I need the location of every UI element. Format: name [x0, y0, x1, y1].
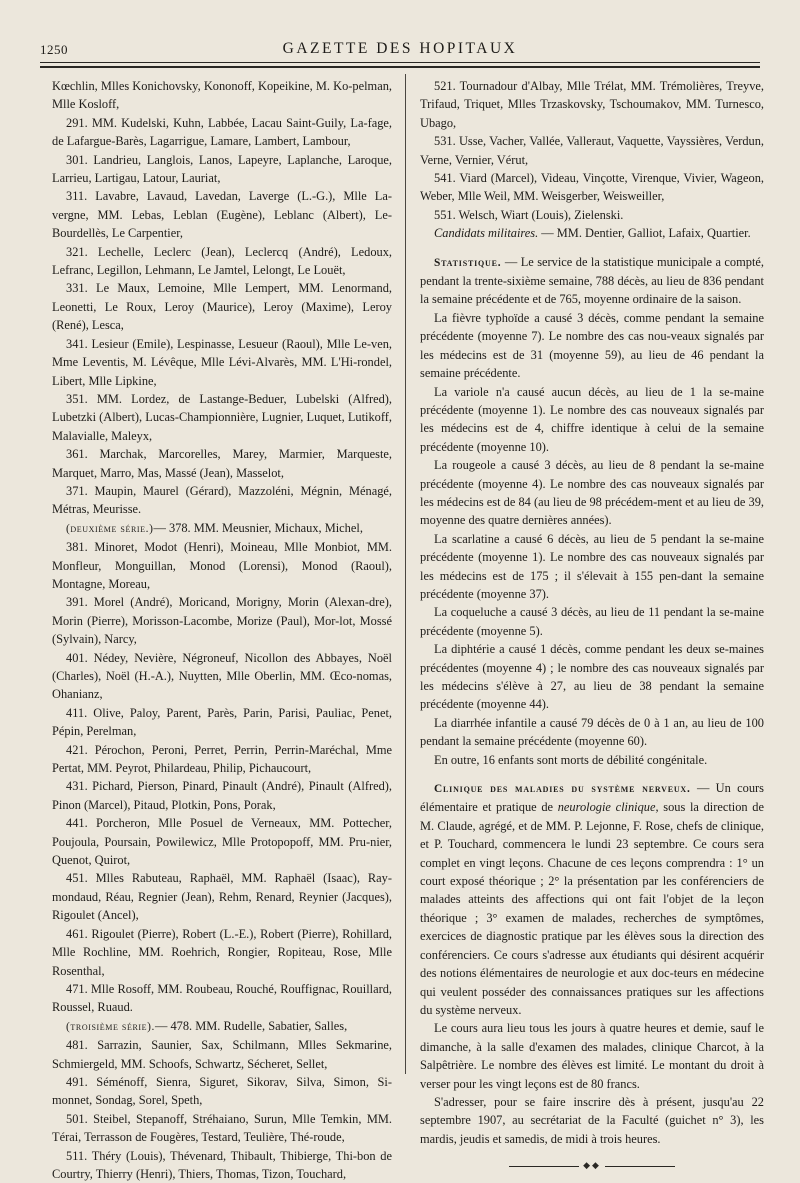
header-rule-thick: [40, 66, 760, 68]
right-column: [420, 77, 764, 1175]
list-item: 501. Steibel, Stepanoff, Stréhaiano, Surun, Mlle Temkin, MM. Térai, Terrasson de Fougères, Testard, Teulière, Thé-roude,: [52, 1111, 392, 1145]
military-candidates: [420, 224, 764, 242]
list-item: Kœchlin, Mlles Konichovsky, Kononoff, Kopeikine, M. Ko-pelman, Mlle Kosloff,: [52, 79, 392, 112]
list-item: 431. Pichard, Pierson, Pinard, Pinault (André), Pinault (Alfred), Pinon (Marcel), Pitaud, Plotkin, Pons, Porak,: [52, 779, 392, 812]
column-divider: [405, 74, 406, 1074]
list-item: 531. Usse, Vacher, Vallée, Valleraut, Vaquette, Vayssières, Verdun, Verne, Vernier, Vérut,: [420, 134, 764, 167]
list-item: 371. Maupin, Maurel (Gérard), Mazzoléni, Mégnin, Ménagé, Métras, Meurisse.: [52, 483, 392, 517]
series-heading: [52, 1017, 392, 1036]
statistique-paragraph: La fièvre typhoïde a causé 3 décès, comme pendant la semaine précédente (moyenne 7). Le nombre des cas nou-veaux signalés par les médecins est de 31 (moyenne 59), au lieu de 46 pendant la semaine précédente.: [420, 310, 764, 381]
military-text: — MM. Dentier, Galliot, Lafaix, Quartier.: [541, 226, 751, 241]
list-item: 541. Viard (Marcel), Videau, Vinçotte, Virenque, Vivier, Wageon, Weber, Mlle Weil, MM. Weisgerber, Weisweiller,: [420, 171, 764, 204]
statistique-paragraph: La coqueluche a causé 3 décès, au lieu de 11 pendant la se-maine précédente (moyenne 5).: [420, 605, 764, 638]
list-item: 461. Rigoulet (Pierre), Robert (L.-E.), Robert (Pierre), Rohillard, Mlle Rochline, MM. Roehrich, Rongier, Ropiteau, Rose, Mlle Rosenthal,: [52, 926, 392, 978]
statistique-paragraph: La scarlatine a causé 6 décès, au lieu de 5 pendant la se-maine précédente (moyenne 1). Le nombre des cas nouveaux signalés par les médecins est de 175 ; il s'élevait à 155 pen-dant la semaine précédente (moyenne 37).: [420, 531, 764, 601]
statistique-paragraph: La rougeole a causé 3 décès, au lieu de 8 pendant la se-maine précédente (moyenne 4). Le nombre des cas nouveaux signalés par les médecins est de 84 (au lieu de 98 précédem-ment et au lieu de 39, moyenne des quatre dernières années).: [420, 458, 764, 528]
third-series-label: (troisième série).: [66, 1020, 155, 1033]
clinique-heading: Clinique des maladies du système nerveux.: [434, 783, 691, 796]
header-rule-thin: [40, 62, 760, 63]
list-item: 311. Lavabre, Lavaud, Lavedan, Laverge (L.-G.), Mlle La-vergne, MM. Lebas, Leblan (Eugène), Leblanc (Albert), Le-Bourdellès, Le Carpentier,: [52, 189, 392, 241]
list-item: 411. Olive, Paloy, Parent, Parès, Parin, Parisi, Pauliac, Penet, Pépin, Perelman,: [52, 705, 392, 739]
list-item: 291. MM. Kudelski, Kuhn, Labbée, Lacau Saint-Guily, La-fage, de Lafargue-Barès, Lagarrigue, Lamare, Lambert, Lambour,: [52, 115, 392, 149]
statistique-paragraph: La diphtérie a causé 1 décès, comme pendant les deux se-maines précédentes (moyenne 4) ; le nombre des cas nouveaux signalés par les médecins s'élève à 27, au lieu de 38 pendant la semaine précédente (moyenne 44).: [420, 642, 764, 712]
list-item: 401. Nédey, Nevière, Négroneuf, Nicollon des Abbayes, Noël (Charles), Noël (H.-A.), Nuytten, Mlle Oberlin, MM. Œco-nomas, Ohanianz,: [52, 650, 392, 702]
clinique-paragraph: S'adresser, pour se faire inscrire dès à présent, jusqu'au 22 septembre 1907, au secrétariat de la Faculté (guichet n° 3), les mardis, jeudis et samedis, de midi à trois heures.: [420, 1094, 764, 1146]
list-item: 521. Tournadour d'Albay, Mlle Trélat, MM. Trémolières, Treyve, Trifaud, Triquet, Mlles Trzaskovsky, Tschoumakov, MM. Turnesco, Ubago,: [420, 79, 764, 130]
list-item: 441. Porcheron, Mlle Posuel de Verneaux, MM. Pottecher, Poujoula, Poursain, Powilewicz, Mlle Protopopoff, MM. Pru-nier, Quenot, Quirot,: [52, 816, 392, 868]
page-number: 1250: [40, 42, 68, 57]
list-item: 421. Pérochon, Peroni, Perret, Perrin, Perrin-Maréchal, Mme Pertat, MM. Peyrot, Philardeau, Philip, Pichaucourt,: [52, 742, 392, 776]
list-item: 551. Welsch, Wiart (Louis), Zielenski.: [434, 207, 624, 222]
series-heading: [52, 519, 392, 538]
statistique-paragraph: La diarrhée infantile a causé 79 décès de 0 à 1 an, au lieu de 100 pendant la semaine précédente (moyenne 60).: [420, 715, 764, 749]
second-series-text: — 378. MM. Meusnier, Michaux, Michel,: [153, 520, 363, 535]
list-item: 321. Lechelle, Leclerc (Jean), Leclercq (André), Ledoux, Lefranc, Legillon, Lehmann, Le Jamtel, Lelongt, Le Louët,: [52, 244, 392, 278]
list-item: 341. Lesieur (Emile), Lespinasse, Lesueur (Raoul), Mlle Le-ven, Mme Leventis, M. Lévêque, Mlle Lévi-Alvarès, MM. L'Hi-rondel, Libert, Mlle Lipkine,: [52, 336, 392, 388]
list-item: 361. Marchak, Marcorelles, Marey, Marmier, Marqueste, Marquet, Marro, Mas, Massé (Jean), Masselot,: [52, 447, 392, 480]
list-item: 481. Sarrazin, Saunier, Sax, Schilmann, Mlles Sekmarine, Schmiergeld, MM. Schoofs, Schwartz, Sécheret, Sellet,: [52, 1038, 392, 1071]
military-label: Candidats militaires.: [434, 226, 539, 241]
list-item: 301. Landrieu, Langlois, Lanos, Lapeyre, Laplanche, Laroque, Larrieu, Lartigau, Latour, Lauriat,: [52, 152, 392, 186]
list-item: 511. Théry (Louis), Thévenard, Thibault, Thibierge, Thi-bon de Courtry, Thierry (Henri), Thiers, Thomas, Tizon, Touchard,: [52, 1148, 392, 1181]
page-header: [40, 40, 760, 60]
list-item: 351. MM. Lordez, de Lastange-Beduer, Lubelski (Alfred), Lubetzki (Albert), Lucas-Championnière, Lugnier, Luquet, Lutikoff, Malavialle, Maleyx,: [52, 391, 392, 443]
statistique-heading: Statistique.: [434, 256, 502, 269]
clinique-paragraph: Le cours aura lieu tous les jours à quatre heures et demie, sauf le dimanche, à la salle d'examen des malades, clinique Charcot, à la Salpêtrière. Le nombre des élèves est limité. Le montant du droit à verser pour les vingt leçons est de 80 francs.: [420, 1021, 764, 1091]
statistique-paragraph: La variole n'a causé aucun décès, au lieu de 1 la se-maine précédente (moyenne 1). Le nombre des cas nouveaux signalés par les médecins est de 4, chiffre identique à celui de la semaine précédente (moyenne 10).: [420, 384, 764, 454]
left-column: [52, 77, 392, 1183]
clinique-paragraph: Clinique des maladies du système nerveux. — Un cours élémentaire et pratique de neurologie clinique, sous la direction de M. Claude, agrégé, et de MM. P. Lejonne, F. Rose, chefs de clinique, et P. Touchard, commencera le lundi 23 septembre. Ce cours sera complet en vingt leçons. Chacune de ces leçons comprendra : 1° un court exposé théorique ; 2° la présentation par les conférenciers de malades atteints des affections qui ont fait l'objet de la leçon théorique ; 3° examen de malades, recherches de symptômes, exercices de diagnostic pratique par les élèves sous la direction des conférenciers. Ce cours s'adresse aux étudiants qui désirent acquérir des notions élémentaires de neurologie et aux doc-teurs en médecine qui veulent posséder des connaissances pratiques sur les affections du système nerveux.: [420, 781, 764, 1017]
list-item: 451. Mlles Rabuteau, Raphaël, MM. Raphaël (Isaac), Ray-mondaud, Réau, Regnier (Jean), Rehm, Renard, Reynier (Jacques), Rigoulet (Ancel),: [52, 871, 392, 923]
third-series-text: — 478. MM. Rudelle, Sabatier, Salles,: [154, 1018, 348, 1033]
list-item: 471. Mlle Rosoff, MM. Roubeau, Rouché, Rouffignac, Rouillard, Roussel, Ruaud.: [52, 981, 392, 1015]
list-item: 391. Morel (André), Moricand, Morigny, Morin (Alexan-dre), Morin (Pierre), Morisson-Lacombe, Morize (Paul), Mor-lot, Mossé (Sylvain), Narcy,: [52, 595, 392, 647]
end-ornament: ◆◆: [420, 1156, 764, 1174]
list-item: 331. Le Maux, Lemoine, Mlle Lempert, MM. Lenormand, Leonetti, Le Roux, Leroy (Maurice), Leroy (Maxime), Leroy (René), Lesca,: [52, 281, 392, 333]
statistique-paragraph: En outre, 16 enfants sont morts de débilité congénitale.: [434, 752, 708, 767]
statistique-paragraph: Statistique. — Le service de la statistique municipale a compté, pendant la trente-sixième semaine, 788 décès, au lieu de 836 pendant la semaine précédente et de 765, moyenne ordinaire de la saison.: [420, 254, 764, 307]
running-title: GAZETTE DES HOPITAUX: [282, 40, 518, 57]
second-series-label: (deuxième série.): [66, 522, 154, 535]
list-item: 491. Séménoff, Sienra, Siguret, Sikorav, Silva, Simon, Si-monnet, Sondag, Sorel, Speth,: [52, 1074, 392, 1108]
list-item: 381. Minoret, Modot (Henri), Moineau, Mlle Monbiot, MM. Monfleur, Monguillan, Monod (Lorensi), Monod (Raoul), Montagne, Moreau,: [52, 540, 392, 591]
